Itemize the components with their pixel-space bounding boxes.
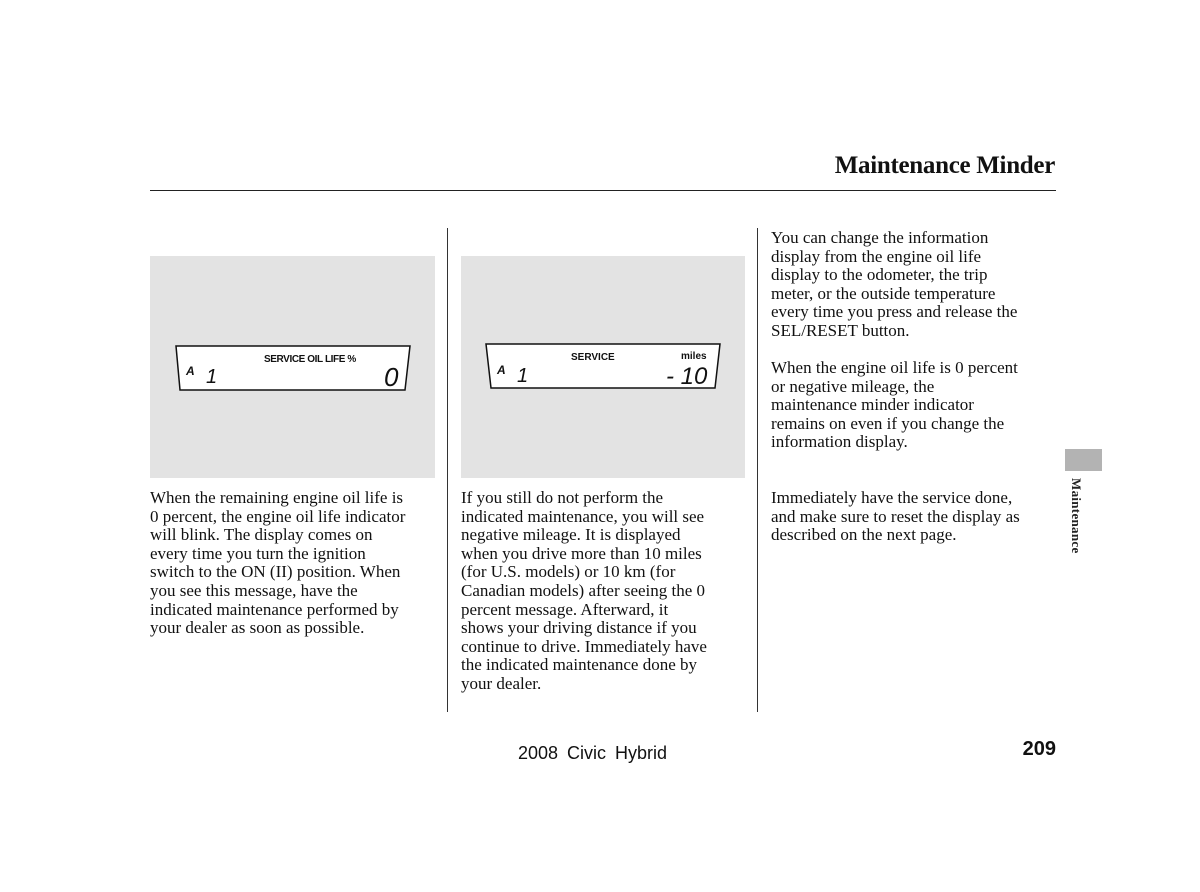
figure-negative-mileage-display xyxy=(461,256,745,478)
lcd-mode-letter: A xyxy=(497,363,506,377)
right-column-paragraph-2: When the engine oil life is 0 percent or negative mileage, the maintenance minder indicator remains on even if you change the information display. xyxy=(771,358,1018,452)
lcd-label: SERVICE OIL LIFE % xyxy=(264,354,356,365)
lcd-value: - 10 xyxy=(666,363,708,390)
right-column-paragraph-1: You can change the information display from the engine oil life display to the odometer, the trip meter, or the outside temperature every time you press and release the SEL/RESET button. xyxy=(771,228,1018,340)
middle-column-text: If you still do not perform the indicated maintenance, you will see negative mileage. It is displayed when you drive more than 10 miles (for U.S. models) or 10 km (for Canadian models) after seeing the 0 percent message. Afterward, it shows your driving distance if you continue to drive. Immediately have the indicated maintenance done by your dealer. xyxy=(461,488,707,693)
lcd-unit: miles xyxy=(681,351,707,362)
lcd-value: 0 xyxy=(384,362,399,392)
right-column-paragraph-3: Immediately have the service done, and make sure to reset the display as described on the next page. xyxy=(771,488,1020,545)
footer-model: 2008 Civic Hybrid xyxy=(518,743,668,763)
page-title: Maintenance Minder xyxy=(834,152,1055,179)
lcd-code-digit: 1 xyxy=(206,366,218,388)
page-number: 209 xyxy=(1022,738,1056,760)
column-divider-left xyxy=(447,228,448,712)
title-rule xyxy=(150,190,1056,191)
lcd-code-digit: 1 xyxy=(517,365,529,387)
section-tab-marker xyxy=(1065,449,1102,471)
figure-oil-life-display xyxy=(150,256,435,478)
lcd-mode-letter: A xyxy=(186,364,195,378)
lcd-display-oil-life xyxy=(150,256,435,478)
column-divider-right xyxy=(757,228,758,712)
lcd-label: SERVICE xyxy=(571,352,615,363)
section-tab-label: Maintenance xyxy=(1069,478,1084,554)
lcd-display-mileage xyxy=(461,256,745,478)
left-column-text: When the remaining engine oil life is 0 percent, the engine oil life indicator will blink. The display comes on every time you turn the ignition switch to the ON (II) position. When you see this message, have the indicated maintenance performed by your dealer as soon as possible. xyxy=(150,488,406,638)
